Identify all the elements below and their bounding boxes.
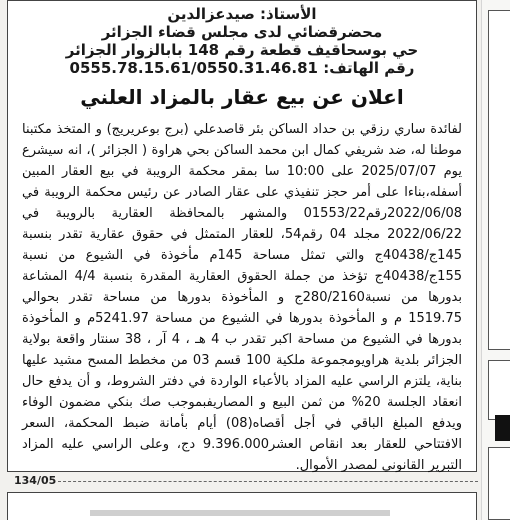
- bailiff-name: الأستاذ: صيدعزالدين: [167, 5, 317, 23]
- reference-divider: [58, 481, 478, 482]
- notice-body: [22, 119, 462, 476]
- adjacent-notice-frame-2: [488, 360, 510, 420]
- notice-title: اعلان عن بيع عقار بالمزاد العلني: [80, 85, 404, 109]
- bailiff-court: محضرقضائي لدى مجلس قضاء الجزائر: [101, 23, 383, 41]
- bailiff-phone: رقم الهاتف: 0555.78.15.61/0550.31.46.81: [69, 59, 415, 77]
- notice-body-text: لفائدة ساري رزقي بن حداد الساكن بئر قاصدعلي (برج بوعريريج) و المتخذ مكتبنا موطنا له، ضد شريفي كمال ابن محمد الساكن بحي هراوة ( الجزائر )، انه سيشرع يوم 2025/07/07 على 10:00 سا بمقر محكمة الرويبة في بيع العقار المبين أسفله،بناءا على أمر حجز تنفيذي على عقار الصادر عن رئيس محكمة الرويبة في 2022/06/08رقم01553/22 والمشهر بالمحافظة العقارية بالرويبة في 2022/06/22 مجلد 04 رقم54، للعقار المتمثل في حقوق عقارية تقدر بنسبة 145ج/40438ج والتي تمثل مساحة 145م مأخوذة في الشيوع من نسبة 155ج/40438ج تؤخذ من جملة الحقوق العقارية المقدرة بنسبة 4/4 المشاعة بدورها من نسبة280/2160ج و المأخوذة بدورها من مساحة تقدر بحوالي 1519.75 م و المأخوذة بدورها في الشيوع من مساحة 5241.97م و المأخوذة بدورها في الشيوع من مساحة اكبر تقدر ب 4 هـ ، 4 آر ، 38 سنتار واقعة بولاية الجزائر بلدية هراويومجموعة ملكية 100 قسم 03 من مخطط المسح مشيد عليها بناية، يلتزم الراسي عليه المزاد بالأعباء الواردة في دفتر الشروط، و أن يدفع حال انعقاد الجلسة 20% من ثمن البيع و المصاريفبموجب صك بنكي مضمون الوفاء ويدفع المبلغ الباقي في أجل أقصاه(08) أيام بأمانة ضبط المحكمة، السعر الافتتاحي للعقار بعد انقاص العشر9.396.000 دج، وعلى الراسي عليه المزاد التبرير القانوني لمصدر الأموال.: [22, 122, 463, 473]
- adjacent-notice-frame-3: [488, 447, 510, 520]
- bailiff-address: حي بوسحاقيف قطعة رقم 148 بابالزوار الجزائر: [65, 41, 419, 59]
- adjacent-notice-frame: [488, 10, 510, 350]
- next-notice-title-fragment: [90, 510, 390, 516]
- adjacent-dark-block: [495, 415, 510, 441]
- auction-notice: [7, 0, 477, 472]
- notice-reference: 134/05: [14, 474, 57, 487]
